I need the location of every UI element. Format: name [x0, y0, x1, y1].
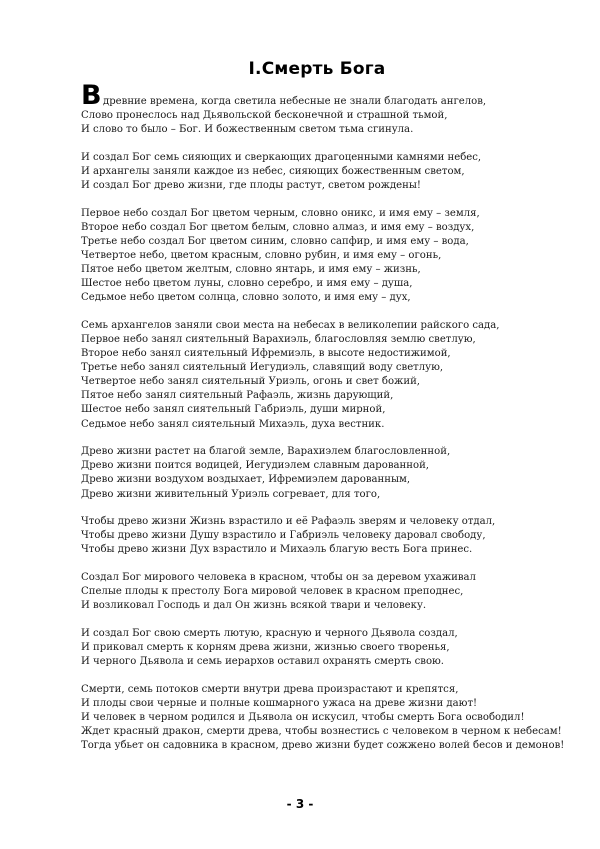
poem-line: Пятое небо цветом желтым, словно янтарь, и имя ему – жизнь,	[81, 264, 421, 276]
poem-line: Первое небо создал Бог цветом черным, словно оникс, и имя ему – земля,	[81, 207, 480, 219]
poem-line: Шестое небо занял сиятельный Габриэль, души мирной,	[81, 404, 386, 416]
poem-line: Тогда убьет он садовника в красном, древо жизни будет сожжено волей бесов и демонов!	[81, 740, 565, 752]
poem-line: Ждет красный дракон, смерти древа, чтобы вознестись с человеком в черном к небесам!	[81, 726, 562, 738]
poem-line: И слово то было – Бог. И божественным светом тьма сгинула.	[81, 124, 414, 136]
poem-line: И архангелы заняли каждое из небес, сияющих божественным светом,	[81, 165, 465, 177]
poem-line: Третье небо создал Бог цветом синим, словно сапфир, и имя ему – вода,	[81, 235, 469, 247]
page-number: - 3 -	[286, 797, 314, 811]
poem-line: Древо жизни воздухом воздыхает, Ифремиэлем дарованным,	[81, 474, 411, 486]
poem-line: Древо жизни поится водицей, Иегудиэлем славным дарованной,	[81, 460, 430, 472]
stanza-7	[81, 627, 581, 669]
poem-body	[81, 80, 581, 767]
stanza-6	[81, 571, 581, 613]
stanza-4	[81, 445, 581, 501]
poem-line: И черного Дьявола и семь иерархов оставил охранять смерть свою.	[81, 656, 445, 668]
poem-line: Семь архангелов заняли свои места на небесах в великолепии райского сада,	[81, 319, 500, 331]
poem-line: Чтобы древо жизни Жизнь взрастило и её Рафаэль зверям и человеку отдал,	[81, 516, 496, 528]
poem-line: И возликовал Господь и дал Он жизнь всякой твари и человеку.	[81, 600, 427, 612]
poem-line: Шестое небо цветом луны, словно серебро, и имя ему – душа,	[81, 278, 413, 290]
poem-line: Третье небо занял сиятельный Иегудиэль, славящий воду светлую,	[81, 362, 444, 374]
poem-line: Чтобы древо жизни Дух взрастило и Михаэль благую весть Бога принес.	[81, 544, 473, 556]
stanza-3	[81, 319, 581, 432]
poem-line: И плоды свои черные и полные кошмарного ужаса на древе жизни дают!	[81, 697, 478, 709]
poem-line: Первое небо занял сиятельный Варахиэль, благословляя землю светлую,	[81, 334, 476, 345]
poem-line: И человек в черном родился и Дьявола он искусил, чтобы смерть Бога освободил!	[81, 712, 525, 724]
poem-line: И приковал смерть к корням древа жизни, жизнью своего творенья,	[81, 642, 450, 654]
poem-line: Четвертое небо, цветом красным, словно рубин, и имя ему – огонь,	[81, 249, 442, 261]
poem-line: Слово пронеслось над Дьявольской бесконечной и страшной тьмой,	[81, 110, 448, 121]
stanza-0	[81, 80, 581, 137]
poem-line: Спелые плоды к престолу Бога мировой человек в красном преподнес,	[81, 586, 464, 598]
first-line-text: древние времена, когда светила небесные не знали благодать ангелов,	[103, 96, 487, 107]
poem-line: И создал Бог свою смерть лютую, красную и черного Дьявола создал,	[81, 627, 458, 639]
stanza-5	[81, 515, 581, 557]
poem-line: Второе небо создал Бог цветом белым, словно алмаз, и имя ему – воздух,	[81, 221, 475, 233]
poem-line: Древо жизни растет на благой земле, Варахиэлем благословленной,	[81, 446, 451, 458]
poem-line: Смерти, семь потоков смерти внутри древа произрастают и крепятся,	[81, 683, 459, 695]
stanza-2	[81, 207, 581, 306]
poem-line: И создал Бог древо жизни, где плоды растут, светом рождены!	[81, 179, 421, 191]
poem-line: Создал Бог мирового человека в красном, чтобы он за деревом ухаживал	[81, 572, 476, 584]
stanza-8	[81, 683, 581, 753]
drop-cap: В	[81, 80, 102, 111]
chapter-title: I.Смерть Бога	[248, 59, 386, 79]
poem-line: Древо жизни живительный Уриэль согревает, для того,	[81, 488, 381, 500]
poem-line: Чтобы древо жизни Душу взрастило и Габриэль человеку даровал свободу,	[81, 530, 486, 542]
poem-line: Четвертое небо занял сиятельный Уриэль, огонь и свет божий,	[81, 376, 421, 388]
first-line	[81, 80, 581, 111]
poem-line: Второе небо занял сиятельный Ифремиэль, в высоте недостижимой,	[81, 348, 451, 360]
poem-line: Седьмое небо занял сиятельный Михаэль, духа вестник.	[81, 418, 385, 430]
poem-line: И создал Бог семь сияющих и сверкающих драгоценными камнями небес,	[81, 151, 482, 163]
poem-line: Седьмое небо цветом солнца, словно золото, и имя ему – дух,	[81, 292, 411, 304]
stanza-1	[81, 151, 581, 193]
poem-line: Пятое небо занял сиятельный Рафаэль, жизнь дарующий,	[81, 390, 394, 402]
